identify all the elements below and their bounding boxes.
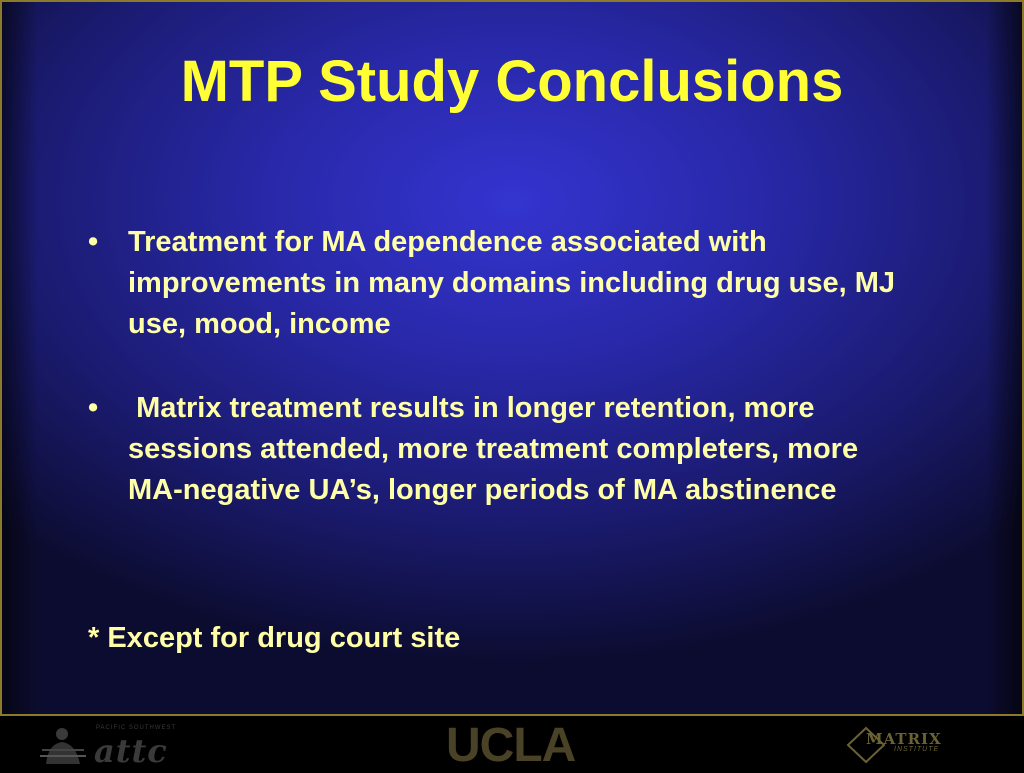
bullet-item — [88, 388, 918, 511]
attc-logo — [40, 722, 220, 770]
bullet-marker: • — [88, 392, 99, 424]
footer-bar — [0, 716, 1024, 772]
bullet-text: Matrix treatment results in longer retention, more sessions attended, more treatment completers, more MA-negative UA’s, longer periods of MA abstinence — [128, 392, 867, 506]
matrix-logo-text: MATRIX — [866, 730, 942, 748]
footnote: * Except for drug court site — [88, 622, 461, 654]
matrix-logo — [846, 726, 966, 764]
bullet-item — [88, 222, 918, 345]
matrix-institute-text: INSTITUTE — [894, 746, 940, 753]
ucla-logo: UCLA — [446, 719, 576, 772]
slide-title: MTP Study Conclusions — [180, 49, 844, 114]
attc-logo-text: attc — [94, 732, 168, 770]
attc-figure-icon — [40, 726, 88, 766]
bullet-list — [88, 222, 918, 554]
bullet-text: Treatment for MA dependence associated with improvements in many domains including drug use, MJ use, mood, income — [128, 226, 896, 340]
attc-small-text: PACIFIC SOUTHWEST — [96, 725, 177, 731]
bullet-marker: • — [88, 226, 99, 258]
